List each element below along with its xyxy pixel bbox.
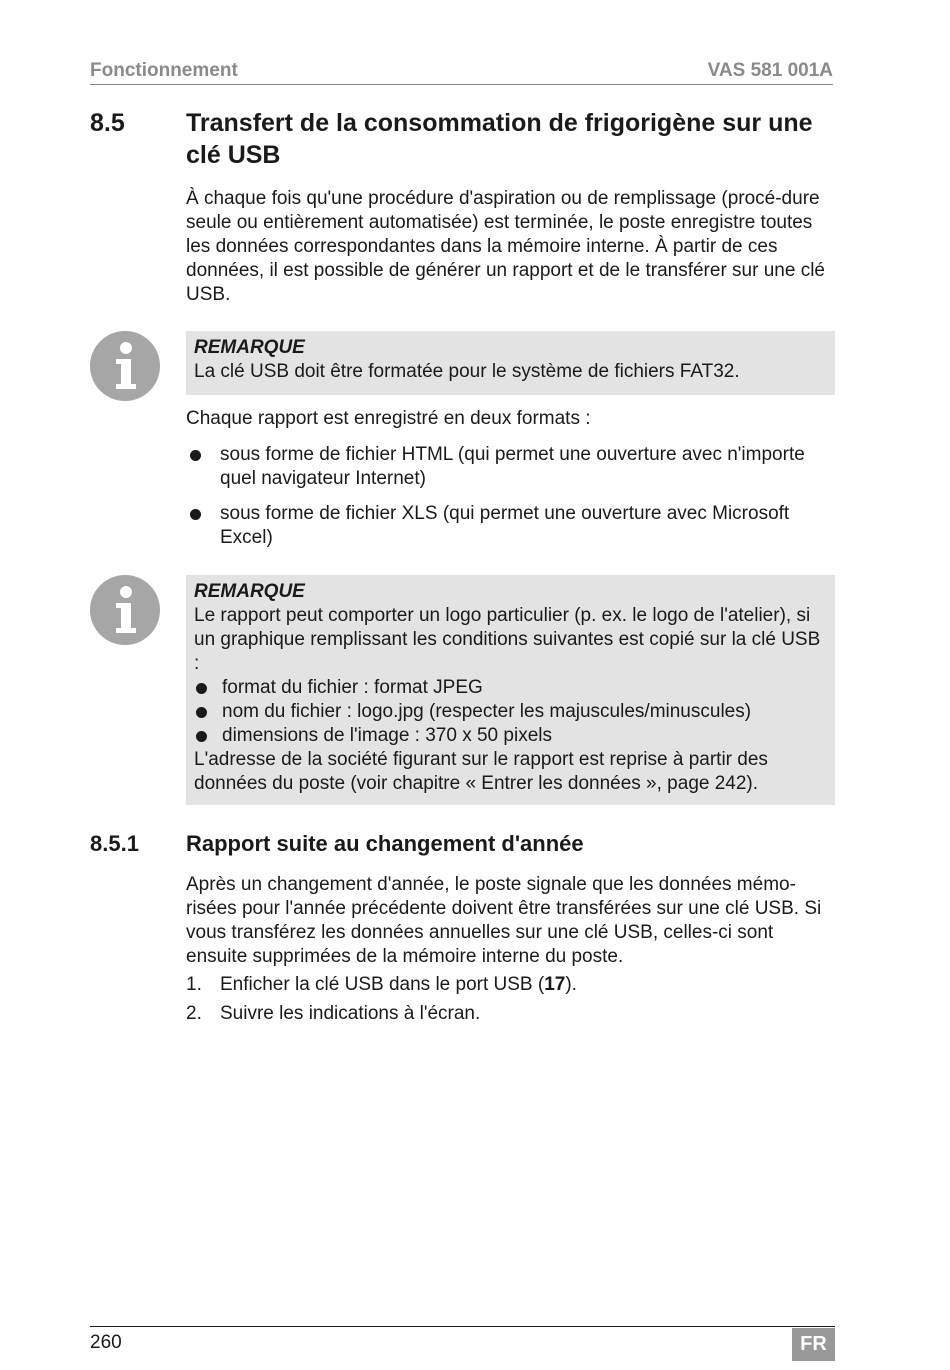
footer-divider bbox=[90, 1326, 835, 1327]
list-item bbox=[186, 443, 836, 491]
note-box-fat32 bbox=[186, 331, 835, 395]
step-text: Suivre les indications à l'écran. bbox=[220, 1003, 481, 1024]
section-intro: À chaque fois qu'une procédure d'aspiration ou de remplissage (procé-dure seule ou entièrement automatisée) est terminée, le poste enregistre toutes les données correspondantes dans la mémoire interne. À partir de ces données, il est possible de générer un rapport et de le transférer sur une clé USB. bbox=[186, 188, 825, 305]
bullet-icon bbox=[196, 707, 207, 718]
section-title: Transfert de la consommation de frigorigène sur une clé USB bbox=[186, 109, 813, 169]
bullet-icon bbox=[190, 450, 201, 461]
list-item-text: dimensions de l'image : 370 x 50 pixels bbox=[222, 725, 552, 746]
note-box-logo bbox=[186, 575, 835, 805]
list-item-text: sous forme de fichier HTML (qui permet une ouverture avec n'importe quel navigateur Internet) bbox=[220, 444, 805, 489]
formats-intro: Chaque rapport est enregistré en deux formats : bbox=[186, 408, 591, 429]
step-number: 2. bbox=[186, 1003, 202, 1024]
bullet-icon bbox=[196, 683, 207, 694]
list-item bbox=[186, 502, 836, 550]
subsection-title: Rapport suite au changement d'année bbox=[186, 831, 584, 856]
list-item bbox=[194, 700, 827, 724]
page-number: 260 bbox=[90, 1332, 122, 1353]
list-item-text: format du fichier : format JPEG bbox=[222, 677, 483, 698]
document-code: VAS 581 001A bbox=[707, 60, 833, 81]
info-icon bbox=[90, 331, 160, 401]
list-item bbox=[194, 724, 827, 748]
list-item bbox=[194, 676, 827, 700]
step-item bbox=[186, 973, 836, 997]
note-footer-text: L'adresse de la société figurant sur le rapport est reprise à partir des données du poste (voir chapitre « Entrer les données », page 242). bbox=[194, 749, 768, 794]
page-header bbox=[90, 58, 833, 85]
subsection-text: Après un changement d'année, le poste signale que les données mémo-risées pour l'année précédente doivent être transférées sur une clé USB. Si vous transférez les données annuelles sur une clé USB, celles-ci sont ensuite supprimées de la mémoire interne du poste. bbox=[186, 874, 822, 967]
section-number: 8.5 bbox=[90, 109, 125, 137]
step-number: 1. bbox=[186, 974, 202, 995]
list-item-text: nom du fichier : logo.jpg (respecter les majuscules/minuscules) bbox=[222, 701, 752, 722]
subsection-number: 8.5.1 bbox=[90, 831, 139, 856]
note-text: La clé USB doit être formatée pour le système de fichiers FAT32. bbox=[194, 361, 740, 382]
step-item bbox=[186, 1002, 836, 1026]
list-item-text: sous forme de fichier XLS (qui permet une ouverture avec Microsoft Excel) bbox=[220, 503, 790, 548]
note-title: REMARQUE bbox=[194, 337, 305, 358]
bullet-icon bbox=[190, 509, 201, 520]
bullet-icon bbox=[196, 731, 207, 742]
language-badge: FR bbox=[792, 1328, 835, 1361]
step-text: Enficher la clé USB dans le port USB (17). bbox=[220, 974, 577, 995]
chapter-name: Fonctionnement bbox=[90, 60, 238, 81]
info-icon bbox=[90, 575, 160, 645]
note-text: Le rapport peut comporter un logo particulier (p. ex. le logo de l'atelier), si un graphique remplissant les conditions suivantes est copié sur la clé USB : bbox=[194, 605, 821, 674]
note-title: REMARQUE bbox=[194, 581, 305, 602]
